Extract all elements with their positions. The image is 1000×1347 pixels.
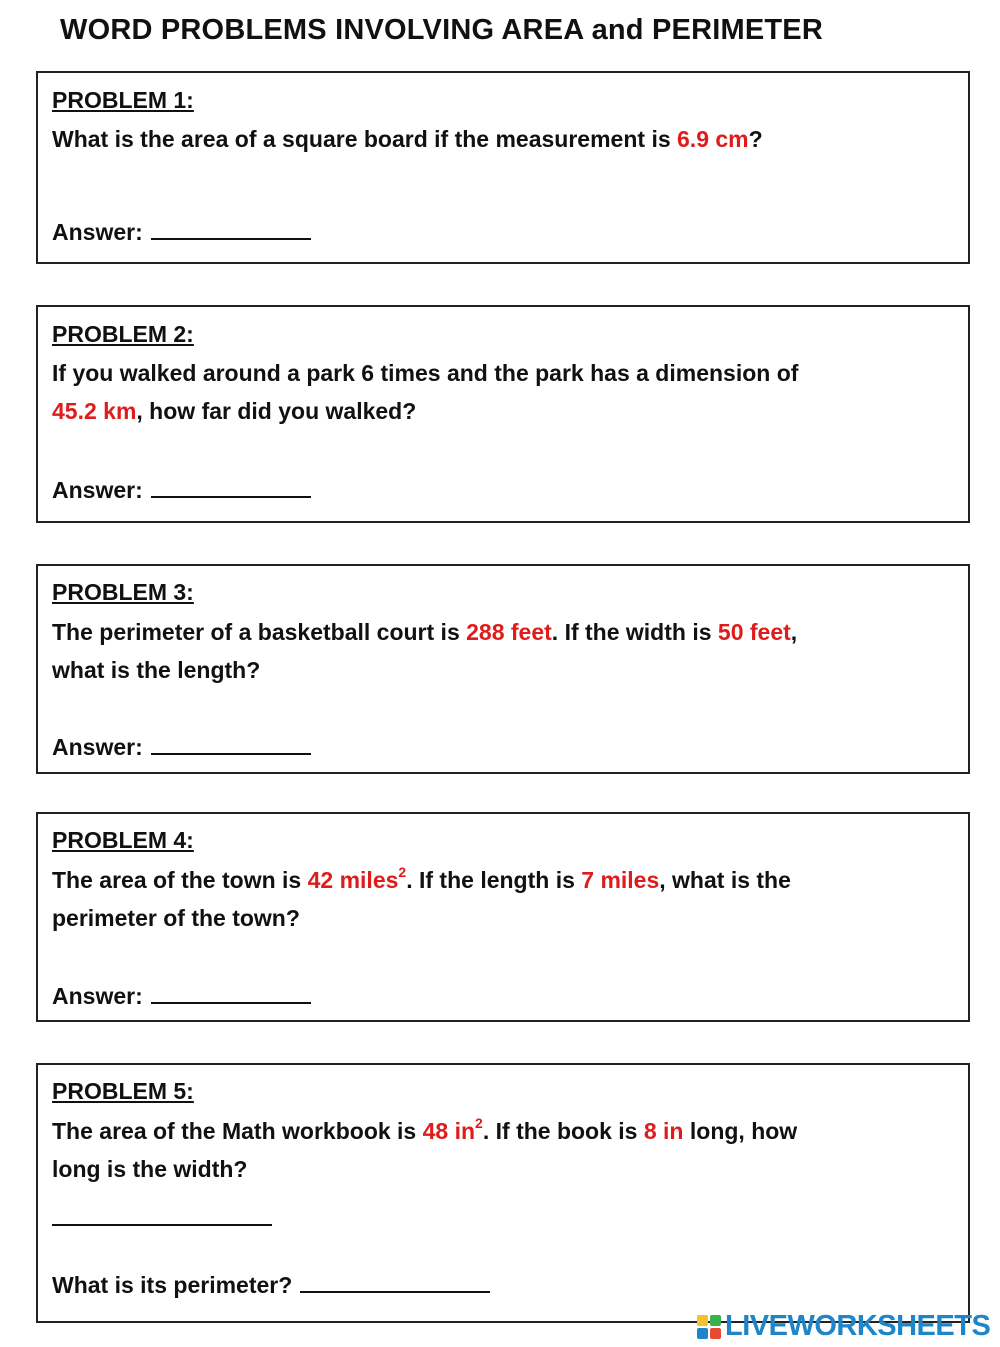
problem-4-label: PROBLEM 4: (52, 827, 194, 853)
problem-2-value: 45.2 km (52, 398, 137, 424)
problem-4-text-part: , what is the (659, 867, 791, 893)
problem-2-text (52, 354, 948, 430)
perimeter-question-label: What is its perimeter? (52, 1272, 293, 1298)
problem-4-value: 7 miles (581, 867, 660, 893)
problem-4-value-text: 42 miles (307, 867, 399, 893)
problem-1-text (52, 120, 948, 158)
problem-5-value (422, 1115, 483, 1144)
problem-3-text-part: , (790, 619, 798, 645)
problem-4-text (52, 861, 948, 937)
problem-5-box (36, 1063, 970, 1323)
problem-3-text (52, 613, 948, 689)
problem-1-value: 6.9 cm (677, 126, 749, 152)
problem-5-text (52, 1112, 948, 1188)
logo-square (710, 1315, 721, 1326)
problem-5-value-text: 48 in (422, 1118, 476, 1144)
problem-2-text-part: If you walked around a park 6 times and the park has a dimension of (52, 360, 799, 386)
answer-blank[interactable] (151, 236, 311, 240)
problem-5-text-part: . If the book is (482, 1118, 644, 1144)
problem-2-answer (52, 477, 311, 504)
logo-icon (697, 1315, 721, 1339)
logo-square (697, 1315, 708, 1326)
problem-1-answer (52, 219, 311, 246)
problem-3-text-part: . If the width is (551, 619, 718, 645)
problem-2-label: PROBLEM 2: (52, 321, 194, 347)
answer-blank[interactable] (151, 751, 311, 755)
worksheet-title: WORD PROBLEMS INVOLVING AREA and PERIMETER (60, 14, 823, 46)
problem-3-value: 288 feet (466, 619, 552, 645)
problem-5-text-part: long, how (683, 1118, 798, 1144)
problem-1-text-part: ? (748, 126, 763, 152)
problem-4-box (36, 812, 970, 1022)
perimeter-answer-blank[interactable] (300, 1289, 490, 1293)
answer-blank[interactable] (151, 494, 311, 498)
problem-4-text-part: The area of the town is (52, 867, 308, 893)
liveworksheets-logo (697, 1310, 990, 1343)
answer-label: Answer: (52, 477, 143, 503)
problem-4-text-part: . If the length is (406, 867, 582, 893)
problem-5-text-part: long is the width? (52, 1156, 248, 1182)
problem-1-text-part: What is the area of a square board if the measurement is (52, 126, 678, 152)
problem-1-box (36, 71, 970, 264)
problem-2-text-part: , how far did you walked? (136, 398, 417, 424)
answer-blank[interactable] (151, 1000, 311, 1004)
problem-3-text-part: what is the length? (52, 657, 261, 683)
logo-square (710, 1328, 721, 1339)
problem-5-perimeter-question (52, 1272, 490, 1299)
problem-4-answer (52, 983, 311, 1010)
problem-3-answer (52, 734, 311, 761)
problem-5-text-part: The area of the Math workbook is (52, 1118, 423, 1144)
answer-label: Answer: (52, 983, 143, 1009)
problem-3-value: 50 feet (717, 619, 791, 645)
logo-square (697, 1328, 708, 1339)
problem-1-label: PROBLEM 1: (52, 87, 194, 113)
problem-4-value (307, 864, 407, 893)
problem-4-exponent: 2 (398, 864, 407, 881)
problem-3-text-part: The perimeter of a basketball court is (52, 619, 467, 645)
answer-label: Answer: (52, 219, 143, 245)
logo-text: LIVEWORKSHEETS (725, 1310, 991, 1342)
problem-5-label: PROBLEM 5: (52, 1078, 194, 1104)
answer-label: Answer: (52, 734, 143, 760)
problem-3-box (36, 564, 970, 774)
problem-2-box (36, 305, 970, 523)
width-answer-blank[interactable] (52, 1222, 272, 1226)
problem-5-exponent: 2 (475, 1115, 483, 1132)
problem-5-value: 8 in (643, 1118, 684, 1144)
problem-4-text-part: perimeter of the town? (52, 905, 300, 931)
problem-3-label: PROBLEM 3: (52, 579, 194, 605)
